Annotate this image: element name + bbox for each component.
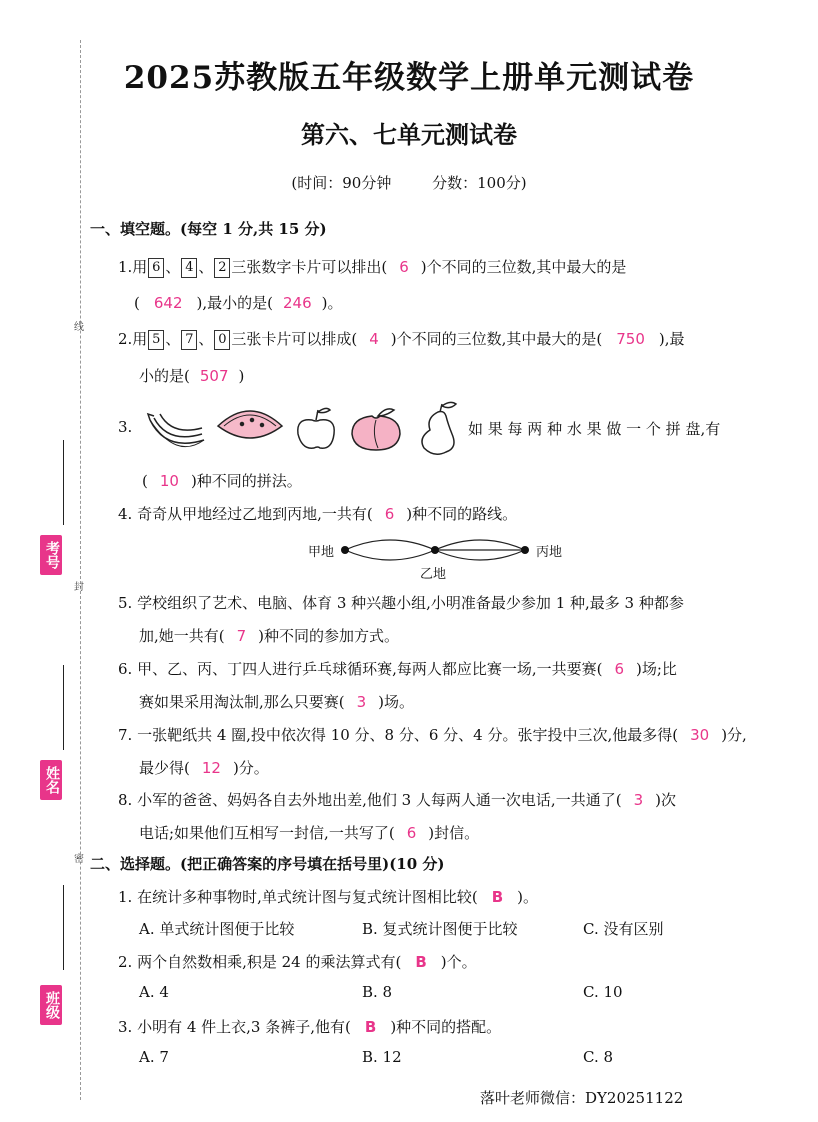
q4-line1: 4. 奇奇从甲地经过乙地到丙地,一共有( 6 )种不同的路线。 [118, 505, 518, 523]
answer: 3 [633, 791, 644, 809]
page-title: 2025苏教版五年级数学上册单元测试卷 [123, 60, 695, 96]
answer: 12 [201, 759, 221, 777]
exam-time: (时间：90分钟 [291, 174, 392, 192]
answer: 6 [614, 660, 625, 678]
peach-icon [352, 409, 400, 450]
s2-q2: 2. 两个自然数相乘,积是 24 的乘法算式有( B )个。 [118, 953, 477, 971]
q5-line1: 5. 学校组织了艺术、电脑、体育 3 种兴趣小组,小明准备最少参加 1 种,最多 3 种都参 [118, 594, 684, 612]
q2-line2: 小的是( 507 ) [139, 367, 245, 385]
q1-line2: ( 642 ),最小的是( 246 )。 [134, 294, 343, 312]
page-subtitle: 第六、七单元测试卷 [301, 120, 517, 149]
binding-char-mi: 密 [74, 854, 84, 865]
q2-line1: 2.用 5 、 7 、 0 三张卡片可以排成( 4 )个不同的三位数,其中最大的是( 750 ),最 [118, 330, 685, 348]
answer: B [491, 888, 504, 906]
s2-q2-option-a: A. 4 [139, 983, 169, 1001]
apple-icon [298, 408, 334, 448]
answer: 642 [153, 294, 183, 312]
answer: 4 [369, 330, 379, 348]
fruit-row [146, 400, 466, 458]
fruit-illustration [146, 400, 466, 458]
place-jia: 甲地 [308, 545, 335, 560]
q3-text: 如 果 每 两 种 水 果 做 一 个 拼 盘,有 [468, 420, 721, 438]
s2-q3-option-c: C. 8 [583, 1048, 614, 1066]
s2-q3-option-a: A. 7 [139, 1048, 169, 1066]
q8-line2: 电话;如果他们互相写一封信,一共写了( 6 )封信。 [139, 824, 480, 842]
name-label: 姓名 [40, 760, 62, 800]
watermelon-icon [218, 411, 282, 438]
exam-meta [0, 172, 818, 193]
banana-icon [148, 414, 204, 447]
route-diagram [300, 532, 590, 582]
exam-number-label: 考号 [40, 535, 62, 575]
s2-q1-option-a: A. 单式统计图便于比较 [139, 920, 295, 938]
q8-line1: 8. 小军的爸爸、妈妈各自去外地出差,他们 3 人每两人通一次电话,一共通了( 3 )次 [118, 791, 676, 809]
pear-icon [422, 402, 456, 454]
card-4: 4 [181, 258, 197, 278]
binding-char-feng: 封 [74, 582, 84, 593]
exam-score: 分数：100分) [432, 174, 527, 192]
s2-q2-option-c: C. 10 [583, 983, 623, 1001]
place-bing: 丙地 [536, 545, 563, 560]
q6-line2: 赛如果采用淘汰制,那么只要赛( 3 )场。 [139, 693, 415, 711]
s2-q3: 3. 小明有 4 件上衣,3 条裤子,他有( B )种不同的搭配。 [118, 1018, 502, 1036]
name-line [63, 665, 64, 750]
s2-q1: 1. 在统计多种事物时,单式统计图与复式统计图相比较( B )。 [118, 888, 538, 906]
answer: 6 [384, 505, 395, 523]
s2-q1-option-b: B. 复式统计图便于比较 [362, 920, 518, 938]
answer: 246 [282, 294, 312, 312]
q7-line2: 最少得( 12 )分。 [139, 759, 269, 777]
answer: 6 [399, 258, 409, 276]
answer: 507 [199, 367, 229, 385]
answer: 7 [236, 627, 247, 645]
card-2: 2 [214, 258, 230, 278]
section-1-heading: 一、填空题。(每空 1 分,共 15 分) [90, 220, 327, 238]
card-6: 6 [148, 258, 164, 278]
answer: B [415, 953, 427, 971]
exam-number-line [63, 440, 64, 525]
s2-q1-option-c: C. 没有区别 [583, 920, 664, 938]
section-2-heading: 二、选择题。(把正确答案的序号填在括号里)(10 分) [90, 855, 445, 873]
s2-q2-option-b: B. 8 [362, 983, 393, 1001]
q3-number: 3. [118, 418, 133, 436]
q3-line2: ( 10 )种不同的拼法。 [142, 472, 302, 490]
answer: 3 [356, 693, 367, 711]
q6-line1: 6. 甲、乙、丙、丁四人进行乒乓球循环赛,每两人都应比赛一场,一共要赛( 6 )场;比 [118, 660, 677, 678]
place-yi: 乙地 [420, 567, 447, 582]
q1-line1: 1.用 6 、 4 、 2 三张数字卡片可以排出( 6 )个不同的三位数,其中最大的是 [118, 258, 627, 276]
class-line [63, 885, 64, 970]
answer: B [364, 1018, 377, 1036]
binding-char-xian: 线 [74, 322, 84, 333]
footer-contact: 落叶老师微信：DY20251122 [480, 1089, 684, 1107]
q5-line2: 加,她一共有( 7 )种不同的参加方式。 [139, 627, 400, 645]
binding-line [80, 40, 81, 1100]
answer: 30 [690, 726, 710, 744]
answer: 10 [159, 472, 179, 490]
answer: 750 [616, 330, 645, 348]
class-label: 班级 [40, 985, 62, 1025]
answer: 6 [406, 824, 417, 842]
q7-line1: 7. 一张靶纸共 4 圈,投中依次得 10 分、8 分、6 分、4 分。张宇投中三次,他最多得( 30 )分, [118, 726, 747, 744]
s2-q3-option-b: B. 12 [362, 1048, 402, 1066]
